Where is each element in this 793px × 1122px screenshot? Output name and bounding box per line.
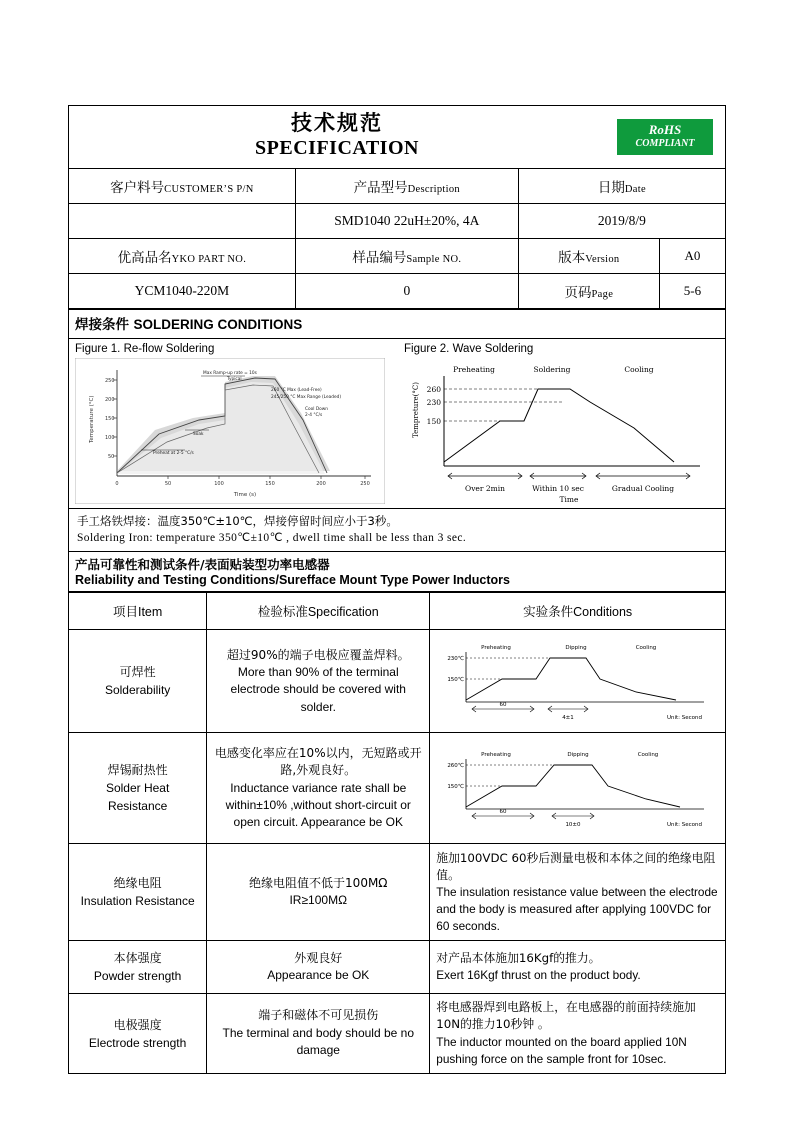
svg-text:Tempreture(°C): Tempreture(°C) <box>412 381 420 438</box>
spec-insulation-resistance <box>207 844 430 941</box>
svg-text:Gradual Cooling: Gradual Cooling <box>611 484 675 493</box>
customer-pn-value <box>69 204 295 239</box>
cond-powder-strength-cn: 对产品本体施加16Kgf的推力。 <box>436 951 601 966</box>
document-info-table <box>69 169 725 309</box>
item-electrode-strength-en: Electrode strength <box>88 1035 187 1050</box>
svg-text:100: 100 <box>214 481 224 487</box>
cond-powder-strength <box>430 941 725 994</box>
table-row <box>69 239 725 274</box>
yko-part-label-cn: 优高品名 <box>117 249 172 266</box>
item-solder-heat-resistance <box>69 733 207 844</box>
soldering-iron-note-cn: 手工烙铁焊接：温度350℃±10℃，焊接停留时间应小于3秒。 <box>77 514 398 528</box>
description-label-en: Description <box>407 183 460 195</box>
sample-no-label-cell <box>295 239 518 274</box>
column-header-spec-en: Specification <box>307 604 379 619</box>
item-solderability-en: Solderability <box>104 683 171 698</box>
cond-powder-strength-en: Exert 16Kgf thrust on the product body. <box>436 968 641 983</box>
spec-solderability <box>207 630 430 733</box>
svg-text:200: 200 <box>316 481 326 487</box>
label-cooling: Cooling <box>635 645 657 652</box>
table-row <box>69 169 725 204</box>
svg-text:Soldering: Soldering <box>533 365 571 374</box>
spec-electrode-strength-en: The terminal and body should be no damage <box>222 1025 414 1058</box>
svg-text:150: 150 <box>105 416 115 422</box>
spec-solder-heat-resistance <box>207 733 430 844</box>
label-preheating: Preheating <box>481 645 512 652</box>
svg-text:260 °C Max (Lead-Free): 260 °C Max (Lead-Free) <box>271 388 322 393</box>
svg-text:Temperature (°C): Temperature (°C) <box>89 395 95 443</box>
table-row <box>69 274 725 309</box>
cond-solderability-graphic <box>430 630 725 733</box>
svg-text:Typical: Typical <box>227 377 242 382</box>
rohs-badge <box>617 119 713 154</box>
date-label-cn: 日期 <box>597 179 625 196</box>
soldering-conditions-title-cn: 焊接条件 <box>75 317 129 333</box>
column-header-conditions <box>430 593 725 630</box>
svg-text:Soak: Soak <box>193 432 204 437</box>
table-header-row <box>69 593 725 630</box>
svg-text:230: 230 <box>426 398 441 407</box>
cond-insulation-resistance <box>430 844 725 941</box>
column-header-item-cn: 项目 <box>112 603 138 619</box>
customer-pn-label-cell <box>69 169 295 204</box>
yko-part-value: YCM1040-220M <box>69 274 295 309</box>
spec-insulation-resistance-extra: IR≥100MΩ <box>289 893 348 908</box>
description-label-cell <box>295 169 518 204</box>
svg-text:10±0: 10±0 <box>565 822 581 829</box>
column-header-item-en: Item <box>137 604 163 619</box>
reliability-title-cn: 产品可靠性和测试条件/表面贴装型功率电感器 <box>75 557 330 573</box>
spec-powder-strength <box>207 941 430 994</box>
svg-text:50: 50 <box>108 454 115 460</box>
page-title <box>69 106 605 168</box>
cond-electrode-strength-en: The inductor mounted on the board applied 10N pushing force on the sample front for 10sec. <box>436 1034 687 1066</box>
spec-solderability-en: More than 90% of the terminal electrode should be covered with solder. <box>230 664 406 714</box>
soldering-iron-note <box>69 509 725 552</box>
svg-text:60: 60 <box>499 702 507 709</box>
item-electrode-strength-cn: 电极强度 <box>113 1017 162 1032</box>
sample-no-label-cn: 样品编号 <box>352 249 407 266</box>
spec-solder-heat-resistance-cn: 电感变化率应在10%以内，无短路或开路,外观良好。 <box>214 745 422 778</box>
figure-1-caption: Figure 1. Re-flow Soldering <box>75 343 215 355</box>
rohs-badge-wrap <box>605 106 725 168</box>
item-powder-strength-cn: 本体强度 <box>113 951 162 966</box>
svg-text:150℃: 150℃ <box>447 784 465 791</box>
spec-powder-strength-en: Appearance be OK <box>267 968 370 983</box>
specification-sheet <box>68 105 726 1074</box>
customer-pn-label-en: CUSTOMER’S P/N <box>164 183 254 195</box>
item-solder-heat-resistance-en: Solder Heat Resistance <box>105 781 170 814</box>
sample-no-value: 0 <box>295 274 518 309</box>
yko-part-label-en: YKO PART NO. <box>171 253 247 265</box>
spec-electrode-strength <box>207 994 430 1073</box>
spec-insulation-resistance-cn: 绝缘电阻值不低于100MΩ <box>249 875 388 890</box>
figure-1 <box>69 339 397 508</box>
item-insulation-resistance-en: Insulation Resistance <box>80 894 195 909</box>
rohs-compliant-label: COMPLIANT <box>635 138 695 150</box>
item-solder-heat-resistance-cn: 焊锡耐热性 <box>107 763 168 778</box>
table-row <box>69 733 725 844</box>
svg-text:250: 250 <box>105 378 115 384</box>
soldering-iron-note-en: Soldering Iron: temperature 350℃±10℃ , dwell time shall be less than 3 sec. <box>77 531 467 544</box>
figure-2-caption: Figure 2. Wave Soldering <box>404 343 534 355</box>
document-header <box>69 106 725 169</box>
reliability-table <box>69 592 725 1072</box>
page-label-cell <box>518 274 659 309</box>
svg-text:250: 250 <box>360 481 370 487</box>
spec-solderability-cn: 超过90%的端子电极应覆盖焊料。 <box>226 647 410 662</box>
item-insulation-resistance <box>69 844 207 941</box>
svg-text:Unit: Second: Unit: Second <box>667 715 703 722</box>
svg-text:50: 50 <box>164 481 172 487</box>
version-label-cn: 版本 <box>558 249 586 266</box>
description-label-cn: 产品型号 <box>353 179 408 196</box>
date-value: 2019/8/9 <box>518 204 725 239</box>
svg-text:Unit: Second: Unit: Second <box>667 822 703 829</box>
item-powder-strength-en: Powder strength <box>93 969 182 984</box>
svg-text:260℃: 260℃ <box>447 763 465 770</box>
svg-text:Cool Down: Cool Down <box>305 407 328 412</box>
table-row <box>69 630 725 733</box>
reliability-section-header <box>69 552 725 592</box>
soldering-figures <box>69 339 725 509</box>
version-label-cell <box>518 239 659 274</box>
svg-text:200: 200 <box>105 397 115 403</box>
yko-part-label-cell <box>69 239 295 274</box>
sample-no-label-en: Sample NO. <box>406 253 462 265</box>
spec-electrode-strength-cn: 端子和磁体不可见损伤 <box>258 1008 379 1023</box>
version-label-en: Version <box>585 253 620 265</box>
wave-soldering-profile-chart <box>404 358 719 506</box>
svg-text:245/250 °C Max Range (Leaded): 245/250 °C Max Range (Leaded) <box>271 395 342 400</box>
svg-text:150℃: 150℃ <box>447 677 465 684</box>
svg-text:Within 10 sec: Within 10 sec <box>532 484 584 493</box>
title-english: SPECIFICATION <box>255 137 419 160</box>
column-header-spec-cn: 检验标准 <box>257 603 308 619</box>
spec-solder-heat-resistance-en: Inductance variance rate shall be within±10% ,without short-circuit or open circuit. Appearance be OK <box>225 780 411 830</box>
svg-text:0: 0 <box>115 481 119 487</box>
rohs-label: RoHS <box>648 122 682 138</box>
cond-electrode-strength-cn: 将电感器焊到电路板上，在电感器的前面持续施加10N的推力10秒钟 。 <box>436 1000 696 1032</box>
date-label-en: Date <box>624 183 646 195</box>
table-row <box>69 994 725 1073</box>
svg-text:Cooling: Cooling <box>624 365 654 374</box>
label-dipping: Dipping <box>567 752 589 759</box>
soldering-conditions-title-en: SOLDERING CONDITIONS <box>133 317 303 332</box>
item-insulation-resistance-cn: 绝缘电阻 <box>113 876 162 891</box>
figure-2 <box>397 339 725 508</box>
item-solderability-cn: 可焊性 <box>119 665 156 680</box>
table-row <box>69 941 725 994</box>
cond-solder-heat-graphic <box>430 733 725 844</box>
item-powder-strength <box>69 941 207 994</box>
title-chinese: 技术规范 <box>291 111 383 135</box>
column-header-specification <box>207 593 430 630</box>
label-cooling: Cooling <box>637 752 659 759</box>
svg-text:230℃: 230℃ <box>447 656 465 663</box>
svg-text:4±1: 4±1 <box>562 715 575 722</box>
description-value: SMD1040 22uH±20%, 4A <box>295 204 518 239</box>
reliability-title-en: Reliability and Testing Conditions/Surefface Mount Type Power Inductors <box>75 573 510 588</box>
label-dipping: Dipping <box>565 645 587 652</box>
svg-text:2-4 °C/s: 2-4 °C/s <box>305 413 323 418</box>
item-solderability <box>69 630 207 733</box>
svg-text:Preheat at 2-5 °C/s: Preheat at 2-5 °C/s <box>153 451 194 456</box>
svg-text:100: 100 <box>105 435 115 441</box>
customer-pn-label-cn: 客户料号 <box>110 179 165 196</box>
cond-insulation-resistance-cn: 施加100VDC 60秒后测量电极和本体之间的绝缘电阻值。 <box>436 850 716 882</box>
cond-insulation-resistance-en: The insulation resistance value between the electrode and the body is measured after applying 100VDC for 60 seconds. <box>436 884 718 933</box>
svg-text:Time (s): Time (s) <box>233 492 257 498</box>
page-label-en: Page <box>591 288 614 300</box>
svg-text:Over 2min: Over 2min <box>465 484 505 493</box>
svg-text:Time: Time <box>559 495 579 504</box>
column-header-cond-en: Conditions <box>573 604 633 619</box>
table-row <box>69 204 725 239</box>
svg-text:260: 260 <box>426 385 441 394</box>
svg-text:150: 150 <box>426 417 441 426</box>
table-row <box>69 844 725 941</box>
svg-text:60: 60 <box>499 809 507 816</box>
date-label-cell <box>518 169 725 204</box>
item-electrode-strength <box>69 994 207 1073</box>
spec-powder-strength-cn: 外观良好 <box>294 950 343 965</box>
column-header-item <box>69 593 207 630</box>
page-value: 5-6 <box>659 274 725 309</box>
label-preheating: Preheating <box>481 752 512 759</box>
svg-text:150: 150 <box>265 481 275 487</box>
reflow-profile-chart <box>75 358 391 506</box>
version-value: A0 <box>659 239 725 274</box>
svg-text:Max Ramp-up rate = 10s: Max Ramp-up rate = 10s <box>203 371 257 376</box>
column-header-cond-cn: 实验条件 <box>523 603 574 619</box>
soldering-conditions-header <box>69 309 725 339</box>
page-label-cn: 页码 <box>564 284 592 301</box>
svg-text:Preheating: Preheating <box>453 365 495 374</box>
cond-electrode-strength <box>430 994 725 1073</box>
